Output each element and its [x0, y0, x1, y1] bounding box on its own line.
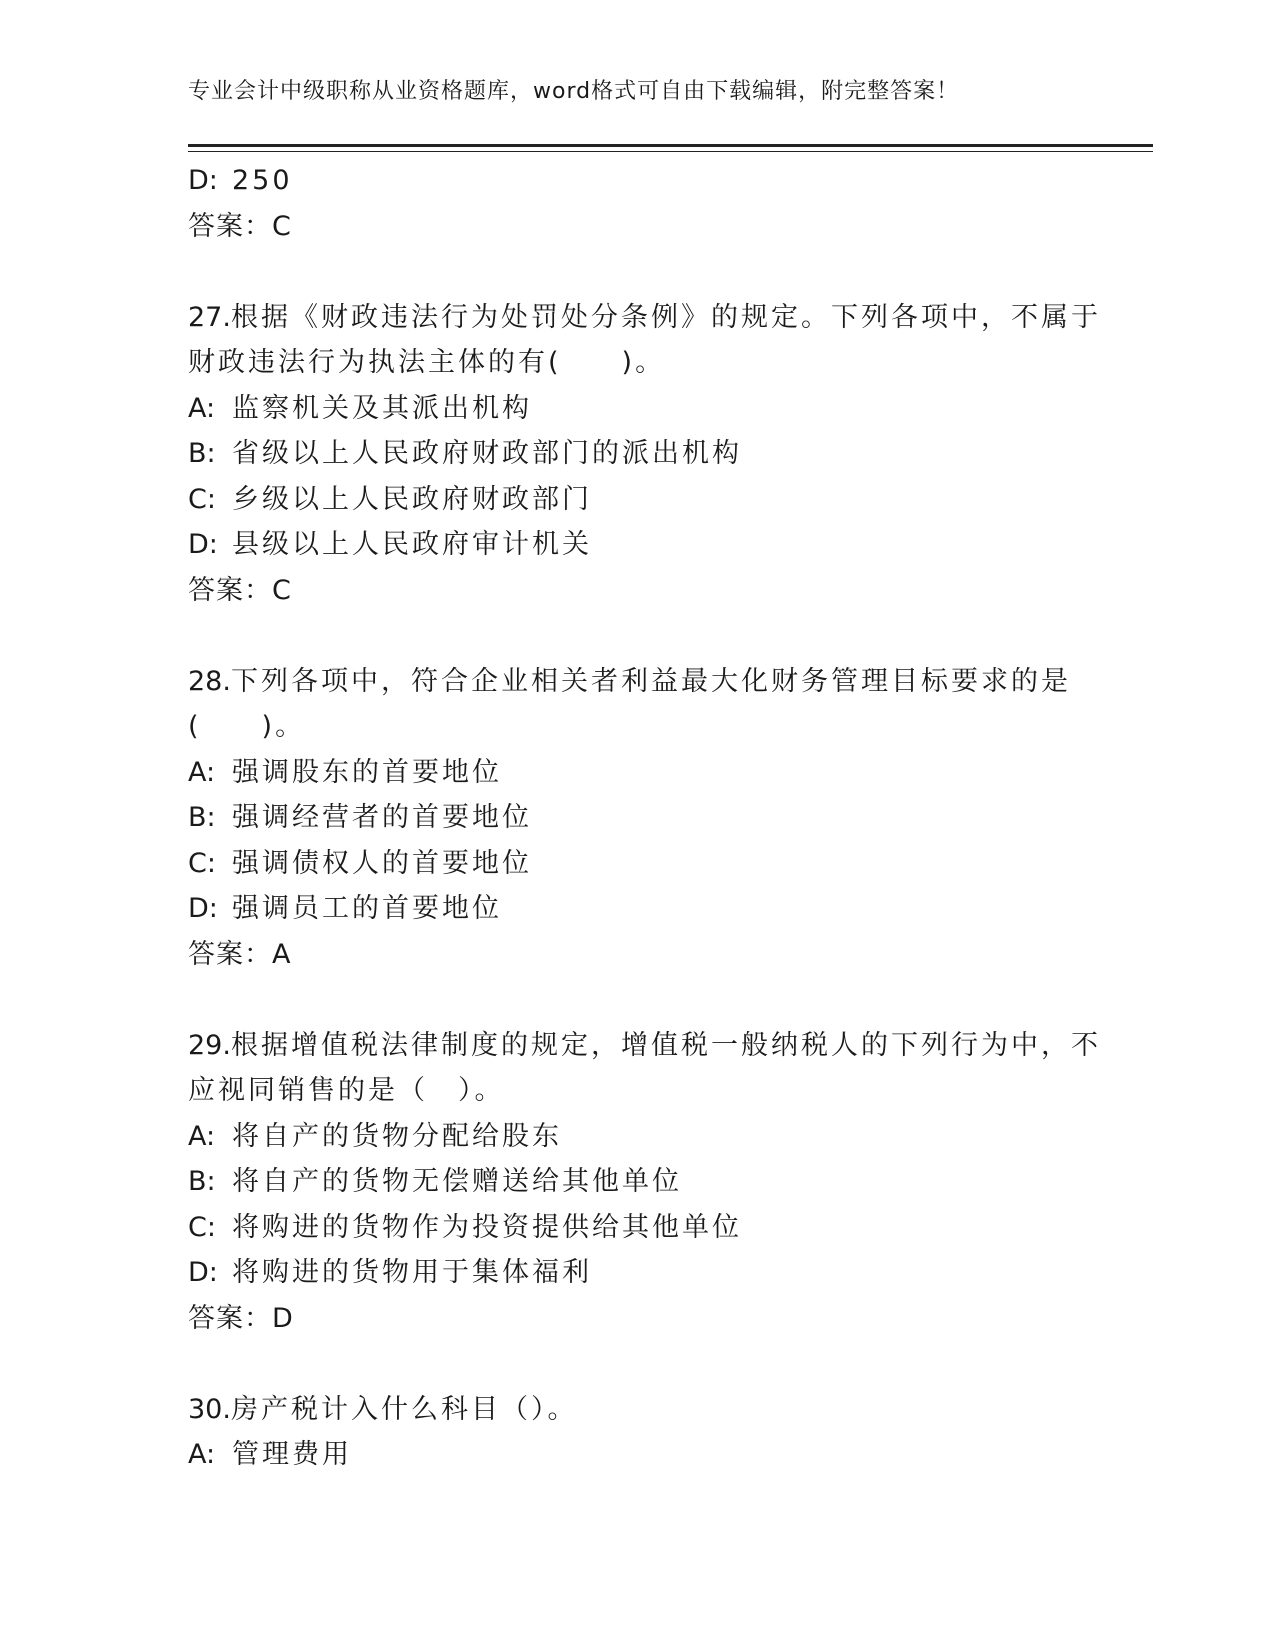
question-stem-text: 根据《财政违法行为处罚处分条例》的规定。下列各项中，不属于 [230, 301, 1101, 333]
option-line [188, 1432, 1088, 1478]
question-number: 29. [188, 1029, 231, 1061]
question-stem-line [188, 295, 1101, 341]
question-number: 28. [188, 665, 231, 697]
option-line [188, 158, 1088, 204]
answer-line: 答案：A [188, 938, 292, 970]
question-stem-line [188, 659, 1088, 705]
option-text: 将购进的货物用于集体福利 [232, 1257, 592, 1288]
question-stem-line: 财政违法行为执法主体的有( )。 [188, 347, 666, 378]
option-key: D: [188, 1257, 218, 1288]
spacer [188, 249, 1088, 295]
option-line [188, 841, 1088, 887]
option-key: B: [188, 802, 216, 833]
option-line [188, 1114, 1088, 1160]
option-text: 县级以上人民政府审计机关 [232, 529, 592, 560]
question-stem-line [188, 1387, 1088, 1433]
question-stem-text: 下列各项中，符合企业相关者利益最大化财务管理目标要求的是 [230, 665, 1071, 697]
option-key: A: [188, 1439, 216, 1470]
option-text: 强调股东的首要地位 [232, 756, 502, 788]
option-text: 管理费用 [232, 1439, 352, 1470]
option-text: 强调债权人的首要地位 [232, 847, 532, 879]
question-stem-text: 房产税计入什么科目（）。 [230, 1393, 578, 1425]
spacer [188, 977, 1088, 1023]
option-key: D: [188, 165, 218, 196]
option-key: B: [188, 438, 216, 469]
answer-line: 答案：D [188, 1302, 294, 1334]
question-stem-line: ( )。 [188, 711, 306, 742]
spacer [188, 613, 1088, 659]
option-text: 将自产的货物无偿赠送给其他单位 [232, 1166, 682, 1197]
option-line [188, 750, 1088, 796]
question-stem-line [188, 1023, 1101, 1069]
option-line [188, 431, 1088, 477]
question-stem-text: 根据增值税法律制度的规定，增值税一般纳税人的下列行为中，不 [230, 1029, 1101, 1061]
question-stem-line: 应视同销售的是（ ）。 [188, 1075, 505, 1106]
option-line [188, 386, 1088, 432]
option-text: 乡级以上人民政府财政部门 [232, 483, 592, 515]
option-line [188, 1205, 1088, 1251]
option-key: B: [188, 1166, 216, 1197]
question-number: 27. [188, 301, 231, 333]
option-key: A: [188, 392, 216, 424]
header-rule-thin [188, 151, 1153, 152]
option-line [188, 795, 1088, 841]
option-line [188, 1250, 1088, 1296]
page-header: 专业会计中级职称从业资格题库，word格式可自由下载编辑，附完整答案！ [188, 79, 960, 104]
option-text: 强调经营者的首要地位 [232, 802, 532, 833]
option-text: 强调员工的首要地位 [232, 893, 502, 924]
option-key: A: [188, 756, 216, 788]
option-line [188, 522, 1088, 568]
option-text: 将自产的货物分配给股东 [232, 1120, 562, 1152]
option-key: C: [188, 483, 216, 515]
option-text: 250 [232, 165, 293, 196]
option-line [188, 1159, 1088, 1205]
option-line [188, 477, 1088, 523]
option-key: D: [188, 529, 218, 560]
option-line [188, 886, 1088, 932]
option-text: 将购进的货物作为投资提供给其他单位 [232, 1211, 742, 1243]
answer-line: 答案：C [188, 210, 292, 242]
spacer [188, 1341, 1088, 1387]
option-key: C: [188, 847, 216, 879]
document-body [188, 158, 1101, 1478]
question-number: 30. [188, 1393, 231, 1425]
header-rule-thick [188, 144, 1153, 147]
option-key: D: [188, 893, 218, 924]
option-text: 省级以上人民政府财政部门的派出机构 [232, 438, 742, 469]
option-key: A: [188, 1120, 216, 1152]
option-key: C: [188, 1211, 216, 1243]
answer-line: 答案：C [188, 574, 292, 606]
option-text: 监察机关及其派出机构 [232, 392, 532, 424]
